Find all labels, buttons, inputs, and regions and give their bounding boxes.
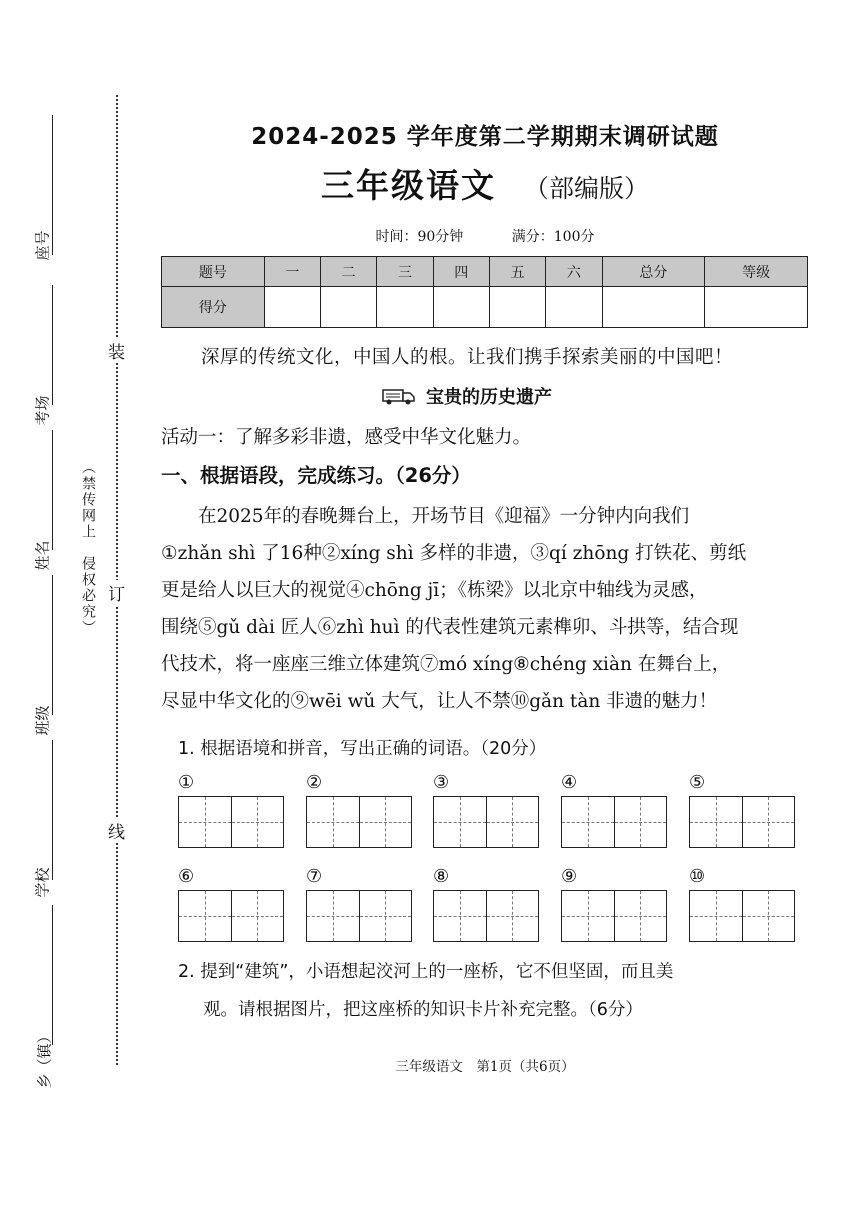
grid-number: ⑧ (433, 866, 450, 887)
score-cell[interactable] (602, 287, 705, 328)
grid-number: ⑩ (689, 866, 706, 887)
sub-question-2-cont: 观。请根据图片，把这座桥的知识卡片补充完整。（6分） (203, 1000, 643, 1020)
writing-grid[interactable] (689, 796, 795, 848)
score-table-row (162, 287, 808, 328)
passage-line: 尽显中华文化的⑨wēi wǔ 大气，让人不禁⑩gǎn tàn 非遗的魅力！ (161, 691, 718, 712)
score-header-cell: 三 (377, 257, 433, 287)
binding-ding: 订 (108, 580, 125, 605)
score-cell[interactable] (705, 287, 808, 328)
grid-number: ④ (561, 772, 578, 793)
exam-meta (160, 226, 810, 246)
writing-grid[interactable] (433, 890, 539, 942)
exam-title: 2024-2025 学年度第二学期期末调研试题 (251, 124, 719, 150)
writing-grid[interactable] (561, 796, 667, 848)
score-header-cell: 等级 (705, 257, 808, 287)
question-1-heading: 一、根据语段，完成练习。（26分） (161, 464, 471, 487)
writing-grid[interactable] (561, 890, 667, 942)
town-label: 乡（镇） (35, 1028, 54, 1089)
grid-number: ⑦ (306, 866, 323, 887)
binding-zhuang: 装 (108, 338, 125, 363)
score-header-cell: 一 (264, 257, 320, 287)
seat-label: 座号 (33, 230, 52, 261)
binding-xian: 线 (108, 818, 125, 843)
exam-room-label: 考场 (33, 395, 52, 426)
grid-number: ⑤ (689, 772, 706, 793)
activity-text: 活动一：了解多彩非遗，感受中华文化魅力。 (161, 427, 532, 448)
class-label: 班级 (33, 705, 52, 736)
passage (161, 498, 811, 720)
grid-number: ② (306, 772, 323, 793)
passage-line: 在2025年的春晚舞台上，开场节目《迎福》一分钟内向我们 (161, 506, 690, 527)
page-footer: 三年级语文 第1页（共6页） (395, 1059, 575, 1075)
passage-line: 更是给人以巨大的视觉④chōng jī；《栋梁》以北京中轴线为灵感， (161, 580, 708, 601)
passage-line: 围绕⑤gǔ dài 匠人⑥zhì huì 的代表性建筑元素榫卯、斗拱等，结合现 (161, 617, 739, 638)
writing-grid[interactable] (178, 796, 284, 848)
score-cell[interactable] (489, 287, 545, 328)
passage-line: ①zhǎn shì 了16种②xíng shì 多样的非遗，③qí zhōng 打铁花、剪纸 (161, 543, 747, 564)
name-line (52, 430, 53, 550)
score-cell[interactable] (433, 287, 489, 328)
score-row-label: 得分 (162, 287, 265, 328)
time-limit: 时间：90分钟 (375, 229, 464, 245)
writing-grid[interactable] (433, 796, 539, 848)
school-label: 学校 (33, 867, 52, 898)
writing-grid[interactable] (306, 890, 412, 942)
grid-number: ⑨ (561, 866, 578, 887)
score-cell[interactable] (264, 287, 320, 328)
score-header-cell: 五 (489, 257, 545, 287)
score-cell[interactable] (321, 287, 377, 328)
passage-line: 代技术，将一座座三维立体建筑⑦mó xíng⑧chéng xiàn 在舞台上， (161, 654, 731, 675)
copyright-notice: （禁传网上 侵权必究） (80, 460, 96, 636)
grid-number: ① (178, 772, 195, 793)
edition-label: （部编版） (523, 174, 649, 203)
truck-icon (382, 386, 416, 406)
school-line (52, 740, 53, 880)
score-header-cell: 题号 (162, 257, 265, 287)
grid-number: ⑥ (178, 866, 195, 887)
town-line (52, 905, 53, 1045)
section-title: 宝贵的历史遗产 (426, 387, 552, 408)
score-table-header (162, 257, 808, 287)
class-line (52, 575, 53, 715)
score-header-cell: 总分 (602, 257, 705, 287)
subject-line (160, 160, 810, 207)
score-header-cell: 二 (321, 257, 377, 287)
subject-title: 三年级语文 (320, 166, 496, 205)
grid-number: ③ (433, 772, 450, 793)
full-score: 满分：100分 (511, 229, 595, 245)
sub-question-1: 1. 根据语境和拼音，写出正确的词语。（20分） (178, 739, 547, 759)
score-cell[interactable] (546, 287, 602, 328)
score-header-cell: 四 (433, 257, 489, 287)
exam-room-line (52, 285, 53, 405)
score-table (161, 256, 808, 328)
score-header-cell: 六 (546, 257, 602, 287)
name-label: 姓名 (33, 540, 52, 571)
sub-question-2: 2. 提到“建筑”，小语想起洨河上的一座桥，它不但坚固，而且美 (178, 962, 674, 982)
writing-grid[interactable] (178, 890, 284, 942)
writing-grid[interactable] (689, 890, 795, 942)
intro-text: 深厚的传统文化，中国人的根。让我们携手探索美丽的中国吧！ (201, 347, 734, 368)
writing-grid[interactable] (306, 796, 412, 848)
score-cell[interactable] (377, 287, 433, 328)
